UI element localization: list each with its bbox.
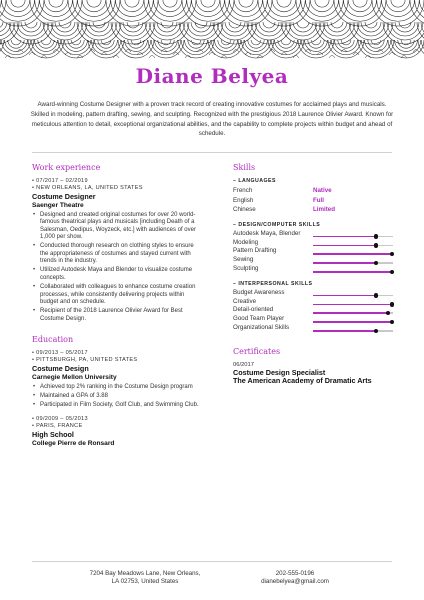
skill-level-bar xyxy=(313,330,377,332)
skill-row xyxy=(233,315,398,324)
skill-row xyxy=(233,298,398,307)
bullet-item: • Designed and created original costumes for over 20 world-famous theatrical plays and musicals [including Death of a Salesman, Oedipus, Woyzeck, etc.] with audiences of over 1,000 per show. xyxy=(32,212,202,242)
language-level: Limited xyxy=(313,206,336,214)
entry-meta xyxy=(32,416,202,430)
divider xyxy=(32,152,392,153)
language-name: Chinese xyxy=(233,206,256,214)
decorative-header-pattern xyxy=(0,0,424,62)
skill-level-marker xyxy=(374,329,378,333)
bullet-item: • Maintained a GPA of 3.88 xyxy=(32,393,202,401)
certificates-section-title: Certificates xyxy=(233,346,281,356)
skill-name: Sewing xyxy=(233,256,254,264)
entry-meta xyxy=(32,350,202,364)
interpersonal-skills-heading-label: INTERPERSONAL SKILLS xyxy=(238,280,313,287)
entry-dates: 07/2017 – 02/2019 xyxy=(36,178,88,184)
skill-level-bar xyxy=(313,321,393,323)
bullet-item: • Participated in Film Society, Golf Club, and Swimming Club. xyxy=(32,402,202,410)
language-name: French xyxy=(233,187,253,194)
skill-row xyxy=(233,289,398,298)
bullet-item: • Conducted thorough research on clothing styles to ensure the appropriateness of costumes and stayed current with trends in the industry. xyxy=(32,243,202,266)
email-address: dianebelyea@gmail.com xyxy=(261,578,329,586)
entry-meta xyxy=(32,178,202,192)
address-line-1: 7204 Bay Meadows Lane, New Orleans, xyxy=(89,570,201,577)
language-name: English xyxy=(233,196,254,204)
computer-skills-list xyxy=(233,230,398,274)
skill-name: Good Team Player xyxy=(233,315,285,323)
header-pattern-lines xyxy=(0,0,424,58)
skill-name: Detail-oriented xyxy=(233,306,274,314)
left-column xyxy=(32,163,202,450)
address-line-2: LA 02753, United States xyxy=(111,578,179,586)
bullet-dot: • xyxy=(32,350,37,357)
language-row xyxy=(233,205,398,215)
skill-name: Modeling xyxy=(233,238,259,246)
skill-name: Budget Awareness xyxy=(233,288,285,296)
bullet-item: • Utilized Autodesk Maya and Blender to visualize costume concepts. xyxy=(32,267,202,282)
skill-level-bar xyxy=(313,245,377,247)
languages-heading-label: LANGUAGES xyxy=(238,178,276,184)
skill-row xyxy=(233,306,398,315)
skill-name: Autodesk Maya, Blender xyxy=(233,229,301,237)
entry-dates: 09/2009 – 05/2013 xyxy=(36,416,88,423)
computer-skills-heading: – DESIGN/COMPUTER SKILLS xyxy=(233,221,321,228)
certificate-issuer: The American Academy of Dramatic Arts xyxy=(233,376,372,386)
entry-bullets xyxy=(32,212,202,324)
education-section-title: Education xyxy=(32,335,74,345)
skill-row xyxy=(233,247,398,256)
bullet-dot: • xyxy=(32,423,37,430)
skill-level-bar xyxy=(313,262,377,264)
footer-contact xyxy=(240,570,350,586)
entry-title: Costume Design xyxy=(32,364,89,374)
languages-list xyxy=(233,186,398,215)
certificates-list xyxy=(233,362,398,386)
entry-organization: Saenger Theatre xyxy=(32,201,84,209)
skill-level-bar xyxy=(313,253,393,255)
skill-name: Pattern Drafting xyxy=(233,247,277,255)
skill-level-bar xyxy=(313,295,377,297)
entry xyxy=(32,178,202,323)
work-section-title: Work experience xyxy=(32,163,101,172)
entry-organization: College Pierre de Ronsard xyxy=(32,439,115,447)
skill-level-bar xyxy=(313,271,393,273)
bullet-dot: • xyxy=(32,185,37,191)
language-level: Native xyxy=(313,187,332,194)
entry-organization: Carnegie Mellon University xyxy=(32,373,117,381)
entry-location: NEW ORLEANS, LA, UNITED STATES xyxy=(36,185,143,191)
skill-level-bar xyxy=(313,312,389,314)
skill-row xyxy=(233,265,398,274)
bullet-item: • Achieved top 2% ranking in the Costume Design program xyxy=(32,384,202,392)
skill-row xyxy=(233,256,398,265)
certificate-title: Costume Design Specialist xyxy=(233,367,326,377)
skill-name: Creative xyxy=(233,297,257,305)
right-column xyxy=(233,163,398,386)
skill-row xyxy=(233,324,398,333)
computer-skills-heading-label: DESIGN/COMPUTER SKILLS xyxy=(238,221,321,228)
language-level: Full xyxy=(313,196,324,204)
skill-name: Sculpting xyxy=(233,264,259,272)
header-leaf-strokes xyxy=(5,50,419,59)
phone-number: 202-555-0196 xyxy=(275,570,315,577)
interpersonal-skills-heading: – INTERPERSONAL SKILLS xyxy=(233,280,313,287)
skill-row xyxy=(233,239,398,248)
bullet-dot: • xyxy=(32,416,37,423)
entry-location: PARIS, FRANCE xyxy=(36,423,83,430)
bullet-item: • Collaborated with colleagues to enhance costume creation processes, while consistently delivering projects within budget and on schedule. xyxy=(32,284,202,307)
entry-location: PITTSBURGH, PA, UNITED STATES xyxy=(36,357,138,364)
skill-level-bar xyxy=(313,304,393,306)
language-row xyxy=(233,186,398,196)
entry-title: High School xyxy=(32,430,74,440)
candidate-name: Diane Belyea xyxy=(135,64,289,88)
skill-name: Organizational Skills xyxy=(233,323,290,331)
bullet-dot: • xyxy=(32,357,37,364)
footer-address xyxy=(70,570,220,586)
skill-row xyxy=(233,230,398,239)
bullet-dot: • xyxy=(32,178,37,184)
certificate-date: 06/2017 xyxy=(233,361,254,368)
skill-level-bar xyxy=(313,236,377,238)
bullet-item: • Recipient of the 2018 Laurence Olivier Award for Best Costume Design. xyxy=(32,308,202,323)
interpersonal-skills-list xyxy=(233,289,398,333)
language-row xyxy=(233,196,398,206)
work-list xyxy=(32,178,202,323)
entry-dates: 09/2013 – 05/2017 xyxy=(36,350,88,357)
footer-divider xyxy=(32,561,392,562)
entry-title: Costume Designer xyxy=(32,192,96,201)
skills-section-title: Skills xyxy=(233,163,256,172)
entry xyxy=(32,350,202,409)
summary-text: Award-winning Costume Designer with a proven track record of creating innovative costumes for acclaimed plays and musicals. Skilled in modeling, pattern drafting, sewing, and sculpting. Recognized with the prestigious 2018 Laurence Olivier Award. Known for meticulous attention to detail, exceptional organizational abilities, and the capability to complete projects within budget and ahead of schedule. xyxy=(30,101,394,138)
entry-bullets xyxy=(32,384,202,410)
entry xyxy=(32,416,202,448)
skill-level-marker xyxy=(390,270,394,274)
education-list xyxy=(32,350,202,448)
languages-heading: – LANGUAGES xyxy=(233,178,276,184)
